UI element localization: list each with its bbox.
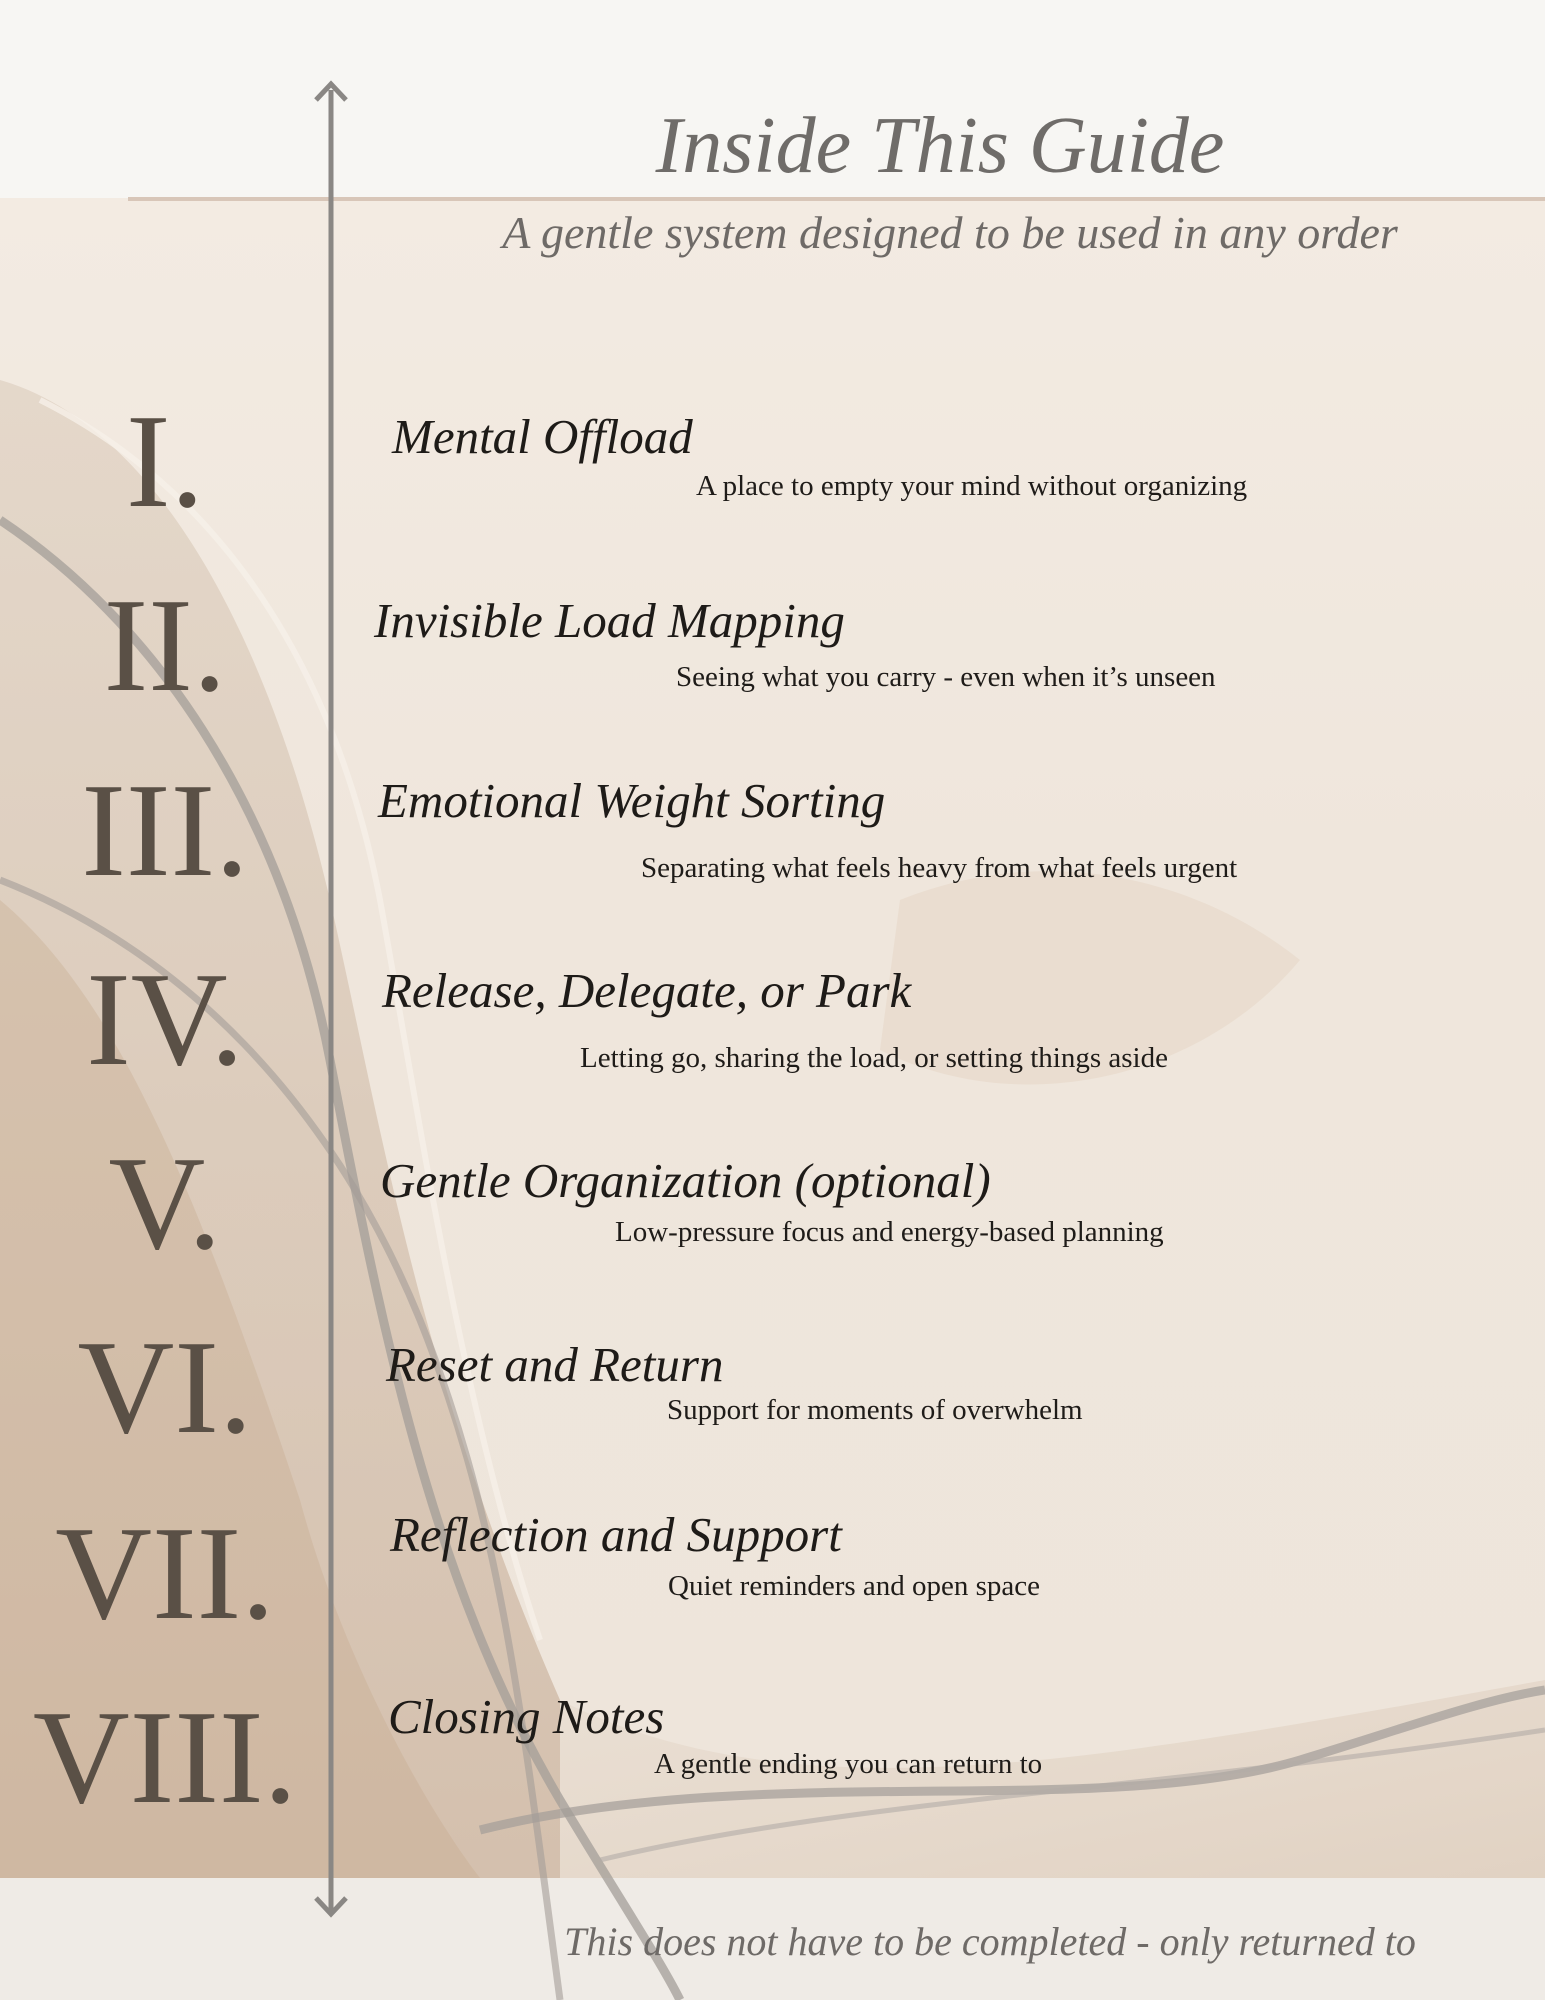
section-description: A place to empty your mind without organizing [696, 470, 1248, 502]
section-description: Low-pressure focus and energy-based planning [615, 1216, 1164, 1248]
section-description: Support for moments of overwhelm [667, 1394, 1083, 1426]
section-numeral: VIII. [32, 1683, 298, 1831]
section-heading: Invisible Load Mapping [374, 593, 845, 648]
section-numeral: VI. [77, 1313, 253, 1461]
section-heading: Gentle Organization (optional) [380, 1153, 991, 1208]
page-subtitle: A gentle system designed to be used in any order [502, 207, 1398, 258]
section-numeral: VII. [55, 1499, 275, 1647]
section-heading: Reflection and Support [390, 1507, 842, 1562]
section-description: A gentle ending you can return to [654, 1748, 1043, 1780]
page-title: Inside This Guide [655, 102, 1225, 190]
section-numeral: V. [108, 1129, 222, 1277]
section-description: Quiet reminders and open space [668, 1570, 1041, 1602]
section-numeral: IV. [86, 945, 244, 1093]
section-numeral: II. [103, 571, 227, 719]
section-description: Separating what feels heavy from what feels urgent [641, 852, 1238, 884]
section-heading: Release, Delegate, or Park [382, 963, 912, 1018]
section-heading: Mental Offload [392, 409, 693, 464]
section-heading: Emotional Weight Sorting [378, 773, 886, 828]
section-description: Seeing what you carry - even when it’s unseen [676, 661, 1216, 693]
section-heading: Reset and Return [386, 1337, 724, 1392]
footer-note: This does not have to be completed - only returned to [564, 1919, 1416, 1964]
section-description: Letting go, sharing the load, or setting things aside [580, 1042, 1168, 1074]
section-numeral: III. [81, 756, 249, 904]
section-numeral: I. [125, 387, 205, 535]
section-heading: Closing Notes [388, 1689, 665, 1744]
